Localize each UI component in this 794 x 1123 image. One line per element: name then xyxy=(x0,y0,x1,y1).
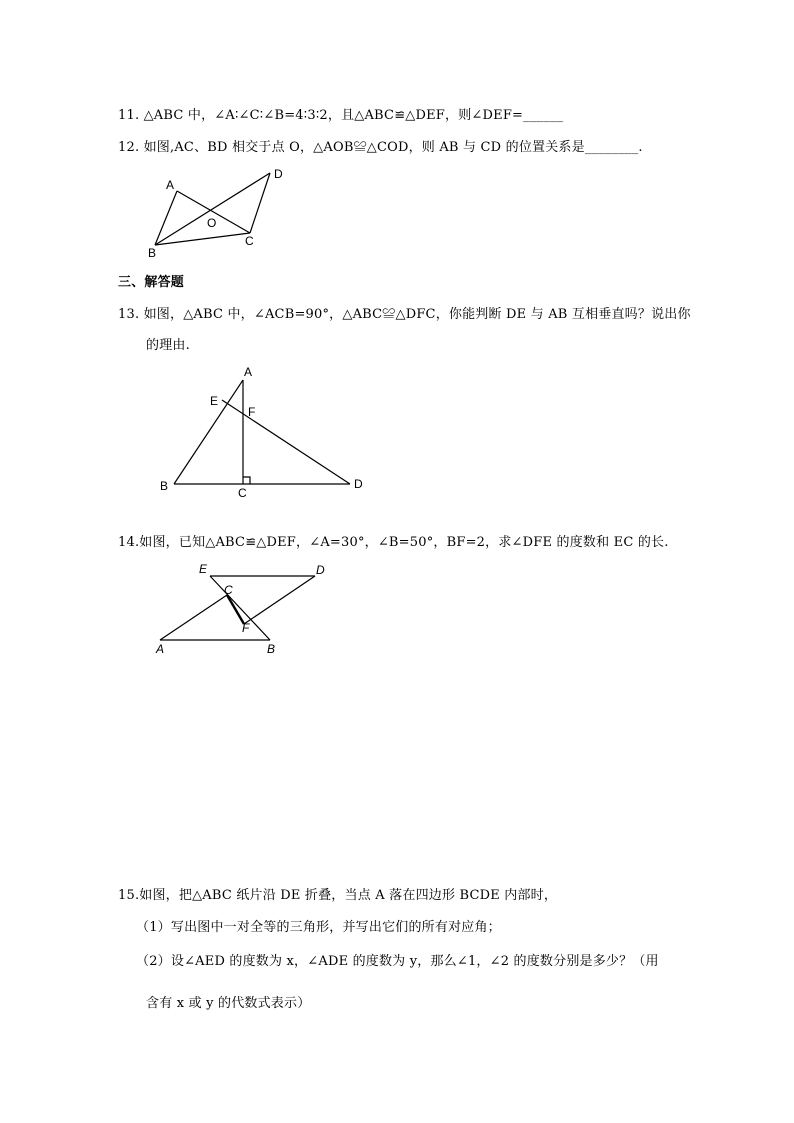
label-f: F xyxy=(248,405,256,419)
label-f: F xyxy=(242,621,250,635)
label-d: D xyxy=(274,167,283,181)
question-13-line2: 的理由. xyxy=(146,338,190,353)
figure-12 xyxy=(140,165,290,265)
label-o: O xyxy=(207,216,217,230)
label-b: B xyxy=(148,246,157,260)
question-15: 15.如图，把△ABC 纸片沿 DE 折叠，当点 A 落在四边形 BCDE 内部时， xyxy=(118,888,558,903)
label-e: E xyxy=(210,394,219,408)
label-a: A xyxy=(244,365,253,379)
figure-14 xyxy=(150,560,340,660)
question-15-part2: （2）设∠AED 的度数为 x，∠ADE 的度数为 y，那么∠1，∠2 的度数分别是多少？（用 xyxy=(136,954,659,969)
question-11: 11. △ABC 中，∠A∶∠C∶∠B=4∶3∶2，且△ABC≌△DEF，则∠DEF=______ xyxy=(118,108,564,123)
label-c: C xyxy=(238,486,247,500)
question-13-line1: 13. 如图，△ABC 中，∠ACB=90°，△ABC≌△DFC，你能判断 DE 与 AB 互相垂直吗？说出你 xyxy=(118,307,691,322)
figure-13 xyxy=(150,360,380,500)
question-15-part1: （1）写出图中一对全等的三角形，并写出它们的所有对应角； xyxy=(136,920,501,935)
question-14: 14.如图，已知△ABC≌△DEF，∠A=30°，∠B=50°，BF=2，求∠DFE 的度数和 EC 的长. xyxy=(118,535,669,550)
label-b: B xyxy=(160,479,169,493)
label-c: C xyxy=(245,234,254,248)
label-a: A xyxy=(166,178,175,192)
label-d: D xyxy=(354,477,363,491)
question-15-part2-cont: 含有 x 或 y 的代数式表示） xyxy=(146,996,311,1011)
label-c: C xyxy=(224,583,233,597)
label-b: B xyxy=(267,642,276,656)
section-heading: 三、解答题 xyxy=(118,275,185,290)
label-d: D xyxy=(316,563,325,577)
label-a: A xyxy=(156,642,165,656)
question-12: 12. 如图,AC、BD 相交于点 O，△AOB≌△COD，则 AB 与 CD 的位置关系是________. xyxy=(118,140,643,155)
label-e: E xyxy=(199,562,208,576)
